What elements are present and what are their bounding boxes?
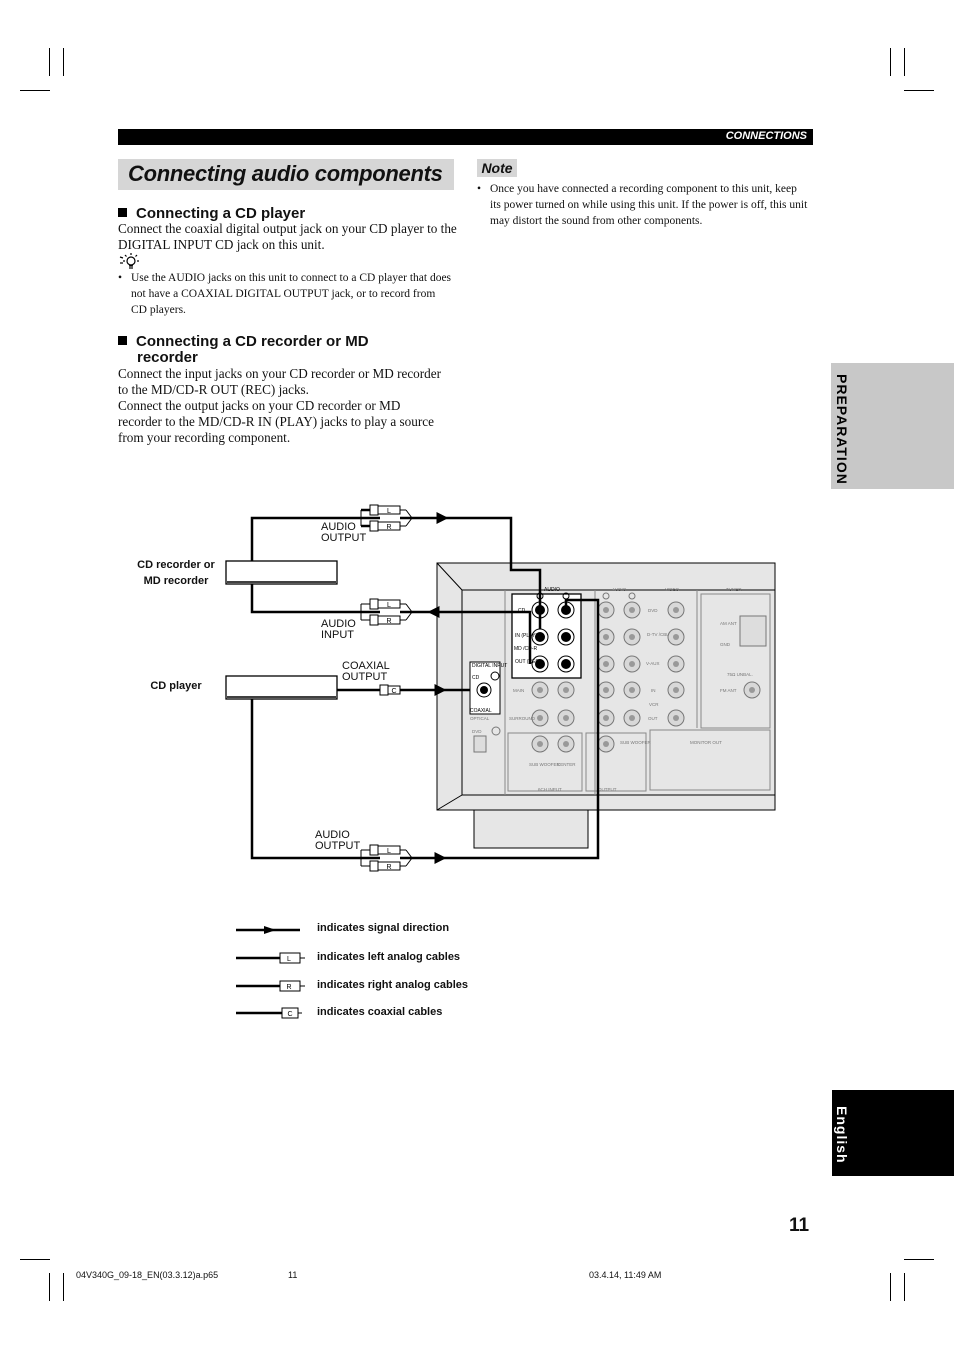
plug-label-r: R [386,864,392,871]
panel-label-vaux: V-AUX [646,661,660,666]
panel-label-center: CENTER [557,762,576,767]
panel-label-in: IN [651,688,656,693]
panel-label-main: MAIN [513,688,525,693]
legend-coaxial-cables: indicates coaxial cables [317,1006,443,1018]
panel-label-optical: OPTICAL [470,716,490,721]
cd-player-body: Connect the coaxial digital output jack on your CD player to the DIGITAL INPUT CD jack on this unit. [118,221,457,252]
panel-label-video: VIDEO [665,587,680,592]
legend-right-cables: indicates right analog cables [317,979,468,991]
recorder-heading-line1: Connecting a CD recorder or MD [136,333,369,350]
panel-label-output: OUTPUT [598,787,617,792]
cd-recorder-label: CD recorder or MD recorder [137,559,215,587]
note-bullet: • [477,183,482,195]
page-title: Connecting audio components [128,161,443,186]
legend-graphics [236,926,305,1018]
panel-label-am-ant: AM ANT [720,621,737,626]
panel-label-cd: CD [518,608,526,614]
audio-input-label: AUDIO INPUT [321,618,356,641]
section-header-label: CONNECTIONS [725,130,807,142]
panel-label-coaxial: COAXIAL [470,708,492,714]
legend-left-cables: indicates left analog cables [317,951,461,963]
cd-player-heading-text: Connecting a CD player [136,205,306,222]
panel-label-digital-cd: CD [472,675,480,681]
coaxial-output-label: COAXIAL OUTPUT [342,660,390,683]
panel-label-dtv-cbl: D-TV /CBL [647,632,669,637]
plug-label-l: L [387,508,391,515]
panel-label-surround: SURROUND [509,716,536,721]
audio-output-label-1: AUDIO OUTPUT [321,521,367,544]
recorder-heading-line2: recorder [137,349,198,366]
panel-label-gnd: GND [720,642,730,647]
plug-label-l: L [387,602,391,609]
cd-player-label: CD player [150,680,202,692]
footer-page: 11 [288,1270,298,1280]
receiver-rear-panel [437,563,775,848]
note-label: Note [477,159,517,177]
panel-label-in-play: IN (PLAY) [515,633,538,639]
panel-label-vcr: VCR [649,702,659,707]
panel-label-tuner: TUNER [726,587,742,592]
footer-filename: 04V340G_09-18_EN(03.3.12)a.p65 [76,1270,219,1280]
panel-label-6ch-input: 6CH INPUT [538,787,562,792]
audio-output-label-2: AUDIO OUTPUT [315,829,361,852]
preparation-tab-label: PREPARATION [834,374,850,485]
panel-label-digital-input: DIGITAL INPUT [472,663,508,669]
english-tab-label: English [834,1106,850,1164]
cd-recorder-device [226,561,337,584]
panel-label-md-cdr: MD /CD-R [514,646,538,652]
tip-bullet: • [118,272,123,284]
panel-label-dvd: DVD [472,729,482,734]
panel-label-sub-woofer: SUB WOOFER [529,762,560,767]
panel-label-unbal: 75Ω UNBAL. [727,672,753,677]
plug-label-c: C [391,688,397,695]
panel-label-sub-woofer2: SUB WOOFER [620,740,651,745]
footer-date: 03.4.14, 11:49 AM [589,1270,662,1280]
plug-label-r: R [386,618,392,625]
panel-label-audio2: AUDIO [612,587,627,592]
panel-label-out: OUT [648,716,658,721]
panel-label-audio: AUDIO [544,587,560,593]
note-text: Once you have connected a recording component to this unit, keep its power turned on while using this unit. If the power is off, this unit may distort the sound from other components. [490,183,808,227]
recorder-body-1: Connect the input jacks on your CD recorder or MD recorder to the MD/CD-R OUT (REC) jacks. [118,366,441,397]
panel-label-out-rec: OUT (REC) [515,659,541,665]
panel-label-dvd2: DVD [648,608,658,613]
plug-label-l: L [387,848,391,855]
legend-signal-direction: indicates signal direction [317,922,450,934]
legend-plug-c: C [287,1011,293,1018]
panel-label-monitor-out: MONITOR OUT [690,740,722,745]
tip-text: Use the AUDIO jacks on this unit to connect to a CD player that does not have a COAXIAL DIGITAL OUTPUT jack, or to record from CD players. [131,272,452,316]
recorder-body-2: Connect the output jacks on your CD recorder or MD recorder to the MD/CD-R IN (PLAY) jacks to play a source from your recording component. [118,398,434,445]
cd-player-device [226,676,337,699]
legend-plug-l: L [287,956,291,963]
plug-label-r: R [386,524,392,531]
legend-plug-r: R [286,984,292,991]
panel-label-fm-ant: FM ANT [720,688,737,693]
page-number: 11 [789,1215,810,1236]
